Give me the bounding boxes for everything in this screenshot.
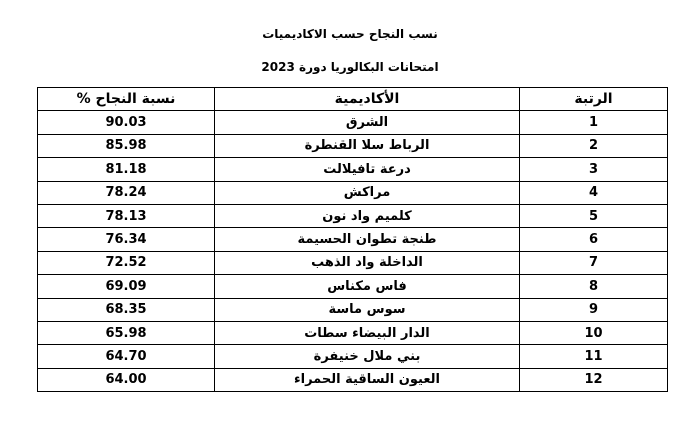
table-row xyxy=(38,345,668,368)
academy-cell: سوس ماسة xyxy=(215,298,520,321)
rank-cell: 8 xyxy=(520,275,668,298)
rate-cell: 64.70 xyxy=(38,345,215,368)
table-row xyxy=(38,181,668,204)
rate-cell: 76.34 xyxy=(38,228,215,251)
results-table xyxy=(37,87,668,392)
rate-cell: 78.13 xyxy=(38,204,215,227)
rank-cell: 7 xyxy=(520,251,668,274)
rank-cell: 10 xyxy=(520,321,668,344)
academy-cell: كلميم واد نون xyxy=(215,204,520,227)
table-row xyxy=(38,158,668,181)
rate-cell: 65.98 xyxy=(38,321,215,344)
table-row xyxy=(38,275,668,298)
rank-cell: 2 xyxy=(520,134,668,157)
rank-cell: 3 xyxy=(520,158,668,181)
column-header-academy: الأكاديمية xyxy=(215,88,520,111)
academy-cell: درعة تافيلالت xyxy=(215,158,520,181)
rate-cell: 72.52 xyxy=(38,251,215,274)
academy-cell: الرباط سلا القنطرة xyxy=(215,134,520,157)
table-row xyxy=(38,251,668,274)
rate-cell: 64.00 xyxy=(38,368,215,391)
academy-cell: فاس مكناس xyxy=(215,275,520,298)
table-header-row xyxy=(38,88,668,111)
table-row xyxy=(38,368,668,391)
column-header-rank: الرتبة xyxy=(520,88,668,111)
rank-cell: 5 xyxy=(520,204,668,227)
rate-cell: 78.24 xyxy=(38,181,215,204)
table-row xyxy=(38,111,668,134)
column-header-rate: نسبة النجاح % xyxy=(38,88,215,111)
academy-cell: بني ملال خنيفرة xyxy=(215,345,520,368)
academy-cell: طنجة تطوان الحسيمة xyxy=(215,228,520,251)
table-row xyxy=(38,134,668,157)
page-title: نسب النجاح حسب الاكاديميات xyxy=(262,27,438,41)
rank-cell: 6 xyxy=(520,228,668,251)
rate-cell: 81.18 xyxy=(38,158,215,181)
academy-cell: الداخلة واد الذهب xyxy=(215,251,520,274)
rank-cell: 11 xyxy=(520,345,668,368)
rank-cell: 12 xyxy=(520,368,668,391)
rate-cell: 69.09 xyxy=(38,275,215,298)
rank-cell: 4 xyxy=(520,181,668,204)
academy-cell: الشرق xyxy=(215,111,520,134)
rank-cell: 9 xyxy=(520,298,668,321)
rate-cell: 90.03 xyxy=(38,111,215,134)
rate-cell: 68.35 xyxy=(38,298,215,321)
academy-cell: مراكش xyxy=(215,181,520,204)
rank-cell: 1 xyxy=(520,111,668,134)
academy-cell: الدار البيضاء سطات xyxy=(215,321,520,344)
table-row xyxy=(38,298,668,321)
table-row xyxy=(38,204,668,227)
page-subtitle: امتحانات البكالوريا دورة 2023 xyxy=(261,60,439,74)
table-row xyxy=(38,321,668,344)
rate-cell: 85.98 xyxy=(38,134,215,157)
table-row xyxy=(38,228,668,251)
academy-cell: العيون الساقية الحمراء xyxy=(215,368,520,391)
